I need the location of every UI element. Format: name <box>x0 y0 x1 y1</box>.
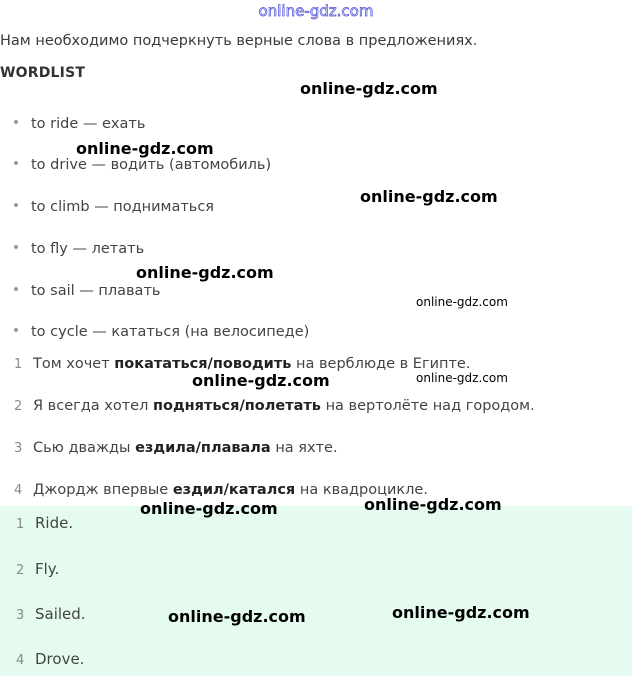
sentence-item: 4 Джордж впервые ездил/катался на квадроцикле. <box>14 482 428 498</box>
watermark: online-gdz.com <box>300 79 438 98</box>
answer-item: 2 Fly. <box>16 560 60 578</box>
watermark: online-gdz.com <box>392 603 530 622</box>
watermark: online-gdz.com <box>168 607 306 626</box>
sentence-item: 1 Том хочет покататься/поводить на верблюде в Египте. <box>14 356 471 372</box>
answer-panel <box>0 506 632 676</box>
wordlist-heading: WORDLIST <box>0 65 86 81</box>
watermark: online-gdz.com <box>136 263 274 282</box>
answer-options: покататься/поводить <box>114 356 292 372</box>
bullet-icon <box>14 245 18 249</box>
sentence-item: 3 Сью дважды ездила/плавала на яхте. <box>14 440 338 456</box>
answer-options: ездил/катался <box>172 482 296 498</box>
bullet-icon <box>14 203 18 207</box>
watermark: online-gdz.com <box>364 495 502 514</box>
list-item: to sail — плавать <box>14 283 160 299</box>
task-instruction: Нам необходимо подчеркнуть верные слова в предложениях. <box>0 33 478 49</box>
site-header-link[interactable]: online-gdz.com <box>258 2 374 20</box>
bullet-icon <box>14 328 18 332</box>
bullet-icon <box>14 287 18 291</box>
watermark: online-gdz.com <box>416 295 508 309</box>
list-item: to fly — летать <box>14 241 144 257</box>
bullet-icon <box>14 120 18 124</box>
answer-item: 3 Sailed. <box>16 605 86 623</box>
list-item: to climb — подниматься <box>14 199 214 215</box>
list-item: to drive — водить (автомобиль) <box>14 157 271 173</box>
watermark: online-gdz.com <box>76 139 214 158</box>
list-item: to cycle — кататься (на велосипеде) <box>14 324 309 340</box>
watermark: online-gdz.com <box>192 371 330 390</box>
answer-options: ездила/плавала <box>135 440 271 456</box>
bullet-icon <box>14 161 18 165</box>
answer-options: подняться/полетать <box>152 398 321 414</box>
answer-item: 4 Drove. <box>16 650 85 668</box>
sentence-item: 2 Я всегда хотел подняться/полетать на вертолёте над городом. <box>14 398 535 414</box>
watermark: online-gdz.com <box>140 499 278 518</box>
answer-item: 1 Ride. <box>16 514 74 532</box>
watermark: online-gdz.com <box>360 187 498 206</box>
watermark: online-gdz.com <box>416 371 508 385</box>
list-item: to ride — ехать <box>14 116 145 132</box>
